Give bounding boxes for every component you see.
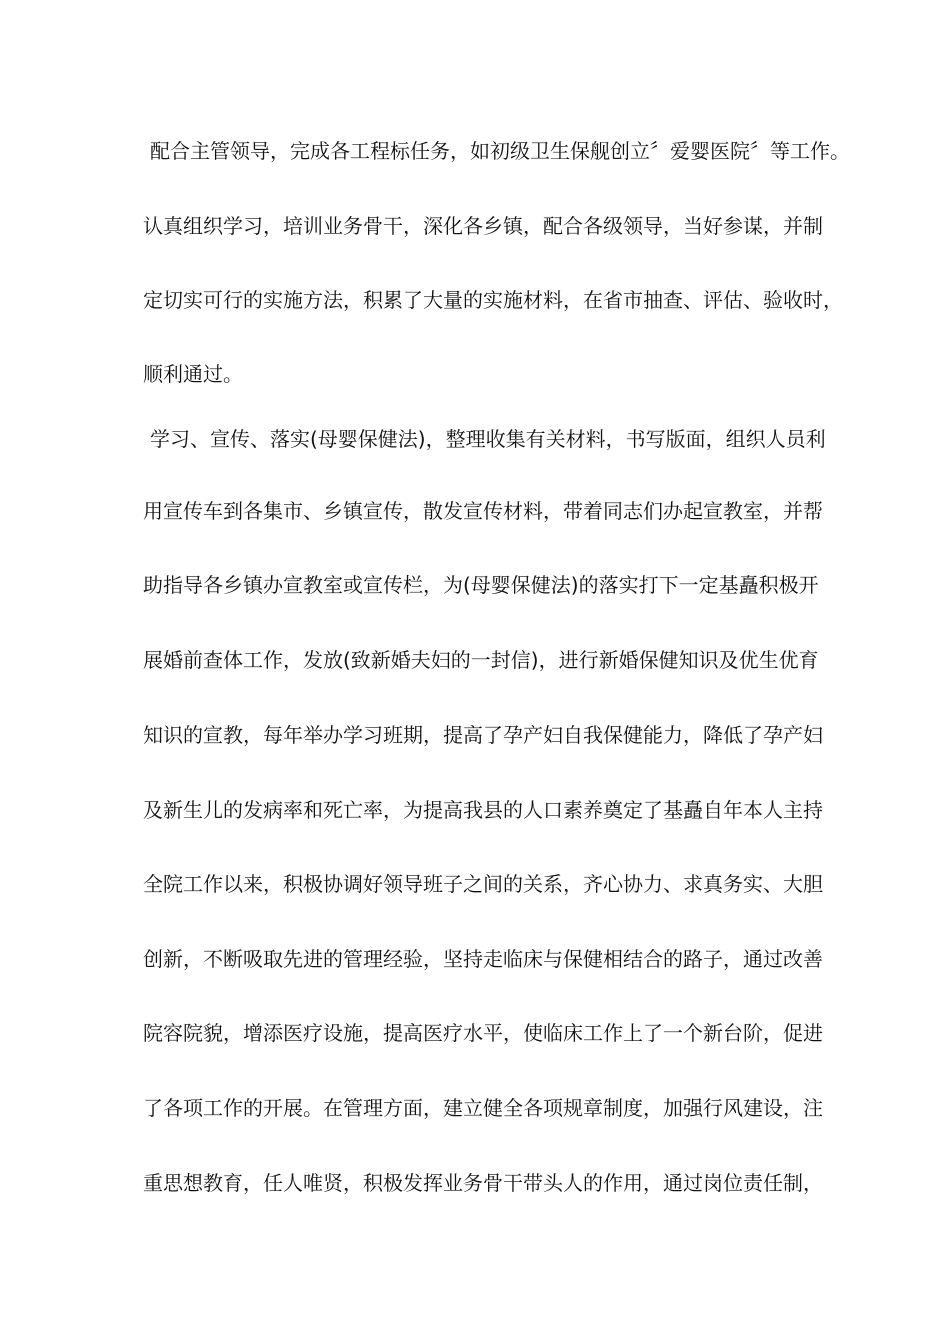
text-line: 创新，不断吸取先进的管理经验，坚持走临床与保健相结合的路子，通过改善 [143, 947, 823, 971]
text-line: 助指导各乡镇办宣教室或宣传栏，为(母婴保健法)的落实打下一定基矗积极开 [143, 573, 819, 597]
text-line: 了各项工作的开展。在管理方面，建立健全各项规章制度，加强行风建设，注 [143, 1096, 823, 1120]
text-line: 用宣传车到各集市、乡镇宣传，散发宣传材料，带着同志们办起宣教室，并帮 [143, 499, 823, 523]
text-line: 学习、宣传、落实(母婴保健法)，整理收集有关材料，书写版面，组织人员利 [150, 427, 826, 451]
text-line: 全院工作以来，积极协调好领导班子之间的关系，齐心协力、求真务实、大胆 [143, 872, 823, 896]
text-line: 院容院貌，增添医疗设施，提高医疗水平，使临床工作上了一个新台阶，促进 [143, 1021, 823, 1045]
text-line: 配合主管领导，完成各工程标任务，如初级卫生保舰创立〞爱婴医院〞等工作。 [150, 139, 850, 163]
text-line: 及新生儿的发病率和死亡率，为提高我县的人口素养奠定了基矗自年本人主持 [143, 798, 823, 822]
text-line: 定切实可行的实施方法，积累了大量的实施材料，在省市抽查、评估、验收时， [143, 288, 843, 312]
text-line: 知识的宣教，每年举办学习班期，提高了孕产妇自我保健能力，降低了孕产妇 [143, 723, 823, 747]
text-line: 认真组织学习，培训业务骨干，深化各乡镇，配合各级领导，当好参谋，并制 [143, 214, 823, 238]
text-line: 顺利通过。 [143, 362, 243, 386]
text-line: 重思想教育，任人唯贤，积极发挥业务骨干带头人的作用，通过岗位责任制， [143, 1171, 823, 1195]
text-line: 展婚前查体工作，发放(致新婚夫妇的一封信)，进行新婚保健知识及优生优育 [143, 648, 819, 672]
